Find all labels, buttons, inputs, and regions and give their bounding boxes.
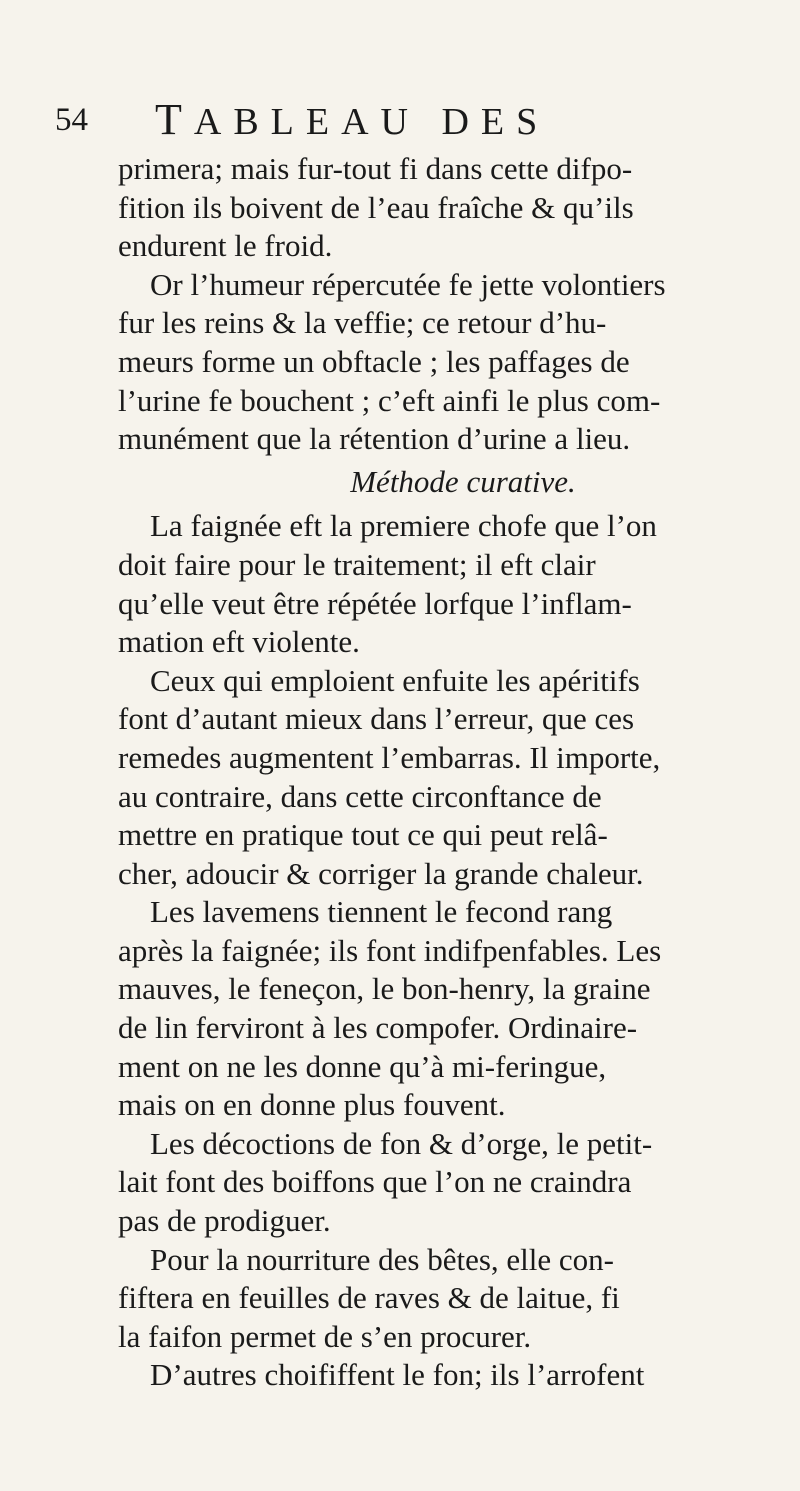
text-line: fition ils boivent de l’eau fraîche & qu’ils — [118, 189, 634, 225]
text-line: Les lavemens tiennent le fecond rang — [150, 894, 613, 930]
text-line: Pour la nourriture des bêtes, elle con- — [150, 1241, 614, 1277]
text-line: D’autres choififfent le fon; ils l’arrofent — [150, 1357, 645, 1393]
text-line: au contraire, dans cette circonftance de — [118, 778, 602, 814]
text-line: mettre en pratique tout ce qui peut relâ- — [118, 817, 608, 853]
text-line: fur les reins & la veffie; ce retour d’hu- — [118, 305, 607, 341]
text-line: munément que la rétention d’urine a lieu. — [118, 421, 631, 457]
text-line: mauves, le feneçon, le bon-henry, la graine — [118, 971, 651, 1007]
text-line: lait font des boiffons que l’on ne craindra — [118, 1164, 632, 1200]
text-line: font d’autant mieux dans l’erreur, que ces — [118, 701, 635, 737]
text-line: doit faire pour le traitement; il eft clair — [118, 546, 596, 582]
text-line: pas de prodiguer. — [118, 1203, 331, 1239]
text-line: Les décoctions de fon & d’orge, le petit- — [150, 1125, 653, 1161]
text-line: remedes augmentent l’embarras. Il importe, — [118, 739, 661, 775]
text-line: mation eft violente. — [118, 624, 360, 660]
text-line: fiftera en feuilles de raves & de laitue, fi — [118, 1280, 620, 1316]
running-title — [155, 95, 549, 147]
text-line: La faignée eft la premiere chofe que l’on — [150, 508, 657, 544]
running-title-rest: ABLEAU DES — [193, 101, 550, 143]
text-line: primera; mais fur-tout fi dans cette difpo- — [118, 151, 633, 186]
text-line: ment on ne les donne qu’à mi-feringue, — [118, 1048, 607, 1084]
running-head — [55, 95, 755, 145]
text-line: endurent le froid. — [118, 228, 333, 264]
text-line: la faifon permet de s’en procurer. — [118, 1318, 532, 1354]
text-line: Or l’humeur répercutée fe jette volontiers — [150, 266, 666, 302]
body-text — [118, 150, 768, 1395]
page-number: 54 — [55, 102, 88, 138]
text-line: meurs forme un obftacle ; les paffages de — [118, 343, 630, 379]
text-line: qu’elle veut être répétée lorfque l’inflam- — [118, 585, 632, 621]
text-line: de lin ferviront à les compofer. Ordinaire- — [118, 1010, 638, 1046]
section-heading: Méthode curative. — [350, 463, 576, 499]
text-line: après la faignée; ils font indifpenfables. Les — [118, 932, 662, 968]
running-title-initial: T — [155, 95, 194, 144]
text-line: cher, adoucir & corriger la grande chaleur. — [118, 855, 644, 891]
text-line: l’urine fe bouchent ; c’eft ainfi le plus com- — [118, 382, 661, 418]
text-line: mais on en donne plus fouvent. — [118, 1087, 506, 1123]
text-line: Ceux qui emploient enfuite les apéritifs — [150, 662, 640, 698]
